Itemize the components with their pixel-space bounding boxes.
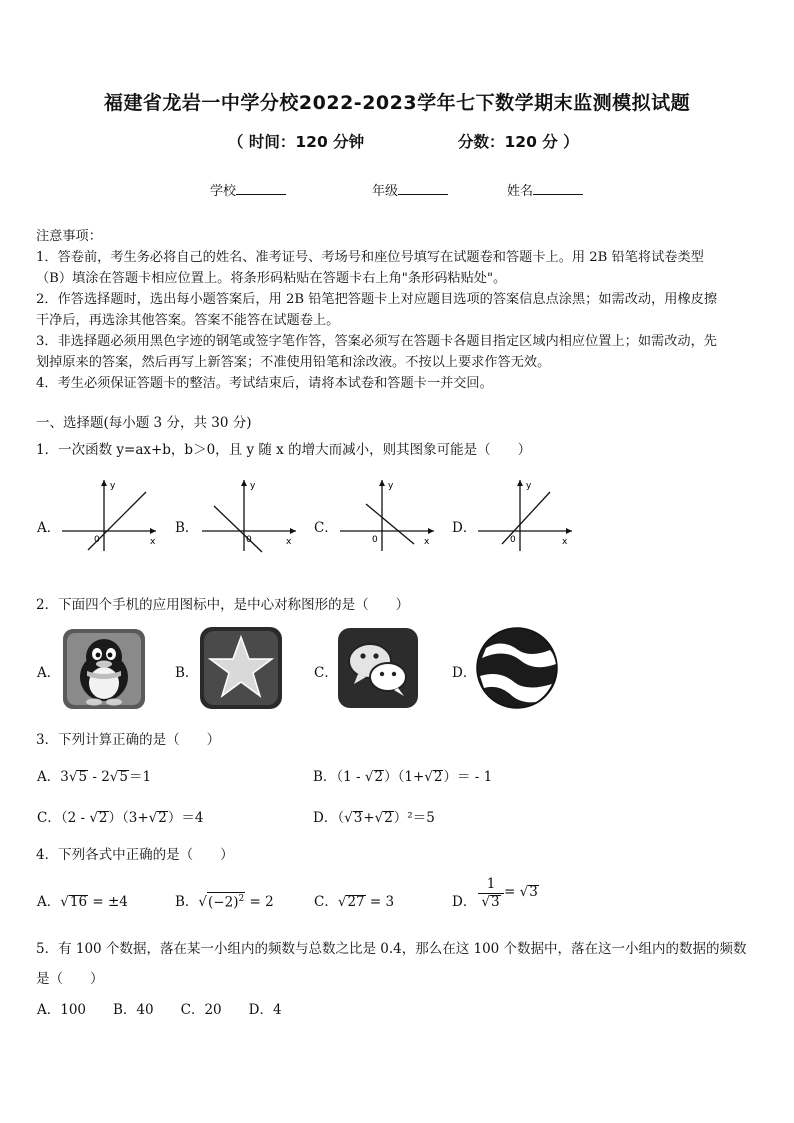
q1-a-ylabel: y — [110, 481, 116, 491]
q1-graph-c — [336, 478, 436, 553]
q5-stem-b: 是（ ） — [36, 971, 104, 987]
q3-d-pre: D．（ — [313, 810, 345, 826]
q3-b-pre: B．（1 - — [313, 769, 365, 785]
q4-d-r: 3 — [529, 884, 538, 900]
q4-d-denominator-wrap — [478, 893, 504, 910]
note-1a: 1．答卷前，考生务必将自己的姓名、准考证号、考场号和座位号填写在试题卷和答题卡上。用 2B 铅笔将试卷类型 — [36, 250, 704, 265]
q1-graph-b — [198, 478, 298, 553]
q4-b-post: = 2 — [245, 894, 274, 910]
q4-c-pre: C． — [314, 894, 338, 910]
radical-icon: √ — [344, 810, 353, 826]
qq-penguin-icon — [61, 627, 147, 711]
radical-icon: √ — [60, 894, 69, 910]
q1-graph-d — [474, 478, 574, 553]
q3-c-r2: 2 — [158, 810, 167, 826]
q2-option-c: C． — [314, 665, 338, 681]
school-label: 学校 — [210, 184, 237, 199]
q1-d-ylabel: y — [526, 481, 532, 491]
grade-field — [372, 180, 448, 199]
q1-stem: 1．一次函数 y=ax+b，b＞0，且 y 随 x 的增大而减小，则其图象可能是（ ） — [36, 442, 532, 458]
q4-d-fraction — [478, 876, 504, 910]
radical-icon: √ — [109, 769, 119, 785]
note-3a: 3．非选择题必须用黑色字迹的钢笔或签字笔作答，答案必须写在答题卡各题目指定区域内相应位置上；如需改动，先 — [36, 334, 717, 349]
q5-stem-a: 5．有 100 个数据，落在某一小组内的频数与总数之比是 0.4，那么在这 100 个数据中，落在这一小组内的数据的频数 — [36, 941, 747, 957]
q4-stem: 4．下列各式中正确的是（ ） — [36, 847, 234, 863]
swirl-logo-icon — [474, 624, 560, 712]
q1-b-ylabel: y — [250, 481, 256, 491]
school-field — [210, 180, 286, 199]
q1-d-origin: 0 — [510, 535, 516, 545]
radical-icon: √ — [89, 810, 98, 826]
q1-d-xlabel: x — [562, 537, 568, 547]
q3-b-post: ）＝ - 1 — [443, 769, 493, 785]
q1-b-origin: 0 — [246, 535, 252, 545]
q4-a-r: 16 — [69, 894, 88, 910]
q1-option-d: D． — [452, 520, 477, 536]
note-4: 4．考生必须保证答题卡的整洁。考试结束后，请将本试卷和答题卡一并交回。 — [36, 376, 493, 391]
radical-icon: √ — [337, 894, 347, 910]
q2-option-a: A． — [37, 665, 61, 681]
radical-icon: √ — [364, 769, 374, 785]
q3-option-d — [313, 806, 435, 826]
q1-a-xlabel: x — [150, 537, 156, 547]
q3-c-pre: C．（2 - — [37, 810, 90, 826]
name-label: 姓名 — [507, 184, 534, 199]
q4-d-eq: = — [504, 884, 520, 900]
q5-options: A．100 B．40 C．20 D．4 — [37, 1002, 282, 1018]
radical-icon: √ — [481, 894, 490, 910]
school-blank — [236, 182, 286, 195]
q4-d-rhs — [504, 884, 539, 900]
q3-stem: 3．下列计算正确的是（ ） — [36, 732, 221, 748]
q1-option-b: B． — [175, 520, 199, 536]
radical-icon: √ — [374, 810, 384, 826]
note-2b: 干净后，再选涂其他答案。答案不能答在试题卷上。 — [36, 313, 340, 328]
q1-c-ylabel: y — [388, 481, 394, 491]
q4-c-post: = 3 — [365, 894, 395, 910]
q3-option-a — [37, 765, 151, 785]
name-blank — [533, 182, 583, 195]
q3-b-r2: 2 — [433, 769, 443, 785]
q4-option-d-label: D． — [452, 894, 477, 910]
q3-a-r2: 5 — [119, 769, 128, 785]
exam-time: （ 时间：120 分钟 — [228, 133, 365, 151]
q3-option-b — [313, 765, 492, 785]
q2-stem: 2．下面四个手机的应用图标中，是中心对称图形的是（ ） — [36, 597, 410, 613]
notes-heading: 注意事项： — [36, 229, 102, 244]
q3-d-r2: 2 — [384, 810, 393, 826]
radical-icon: √ — [519, 884, 529, 900]
radical-icon: √ — [198, 894, 208, 910]
q3-option-c — [37, 806, 203, 826]
note-2a: 2．作答选择题时，选出每小题答案后，用 2B 铅笔把答题卡上对应题目选项的答案信息点涂黑；如需改动，用橡皮擦 — [36, 292, 718, 307]
note-3b: 划掉原来的答案，然后再写上新答案；不准使用铅笔和涂改液。不按以上要求作答无效。 — [36, 355, 551, 370]
q4-a-post: = ±4 — [88, 894, 128, 910]
radical-icon: √ — [148, 810, 158, 826]
q3-c-mid: ）（3+ — [108, 810, 149, 826]
q2-option-b: B． — [175, 665, 199, 681]
q4-option-b — [175, 890, 274, 910]
q4-option-c — [314, 890, 394, 910]
q4-b-radicand — [207, 892, 245, 910]
q4-b-pre: B． — [175, 894, 199, 910]
q4-b-r: (−2) — [208, 894, 239, 910]
grade-blank — [398, 182, 448, 195]
section-heading: 一、选择题(每小题 3 分，共 30 分) — [36, 415, 252, 431]
q4-d-den: 3 — [491, 894, 500, 910]
q3-c-post: ）＝4 — [167, 810, 204, 826]
q3-d-r1: 3 — [353, 810, 363, 826]
q1-a-origin: 0 — [94, 535, 100, 545]
radical-icon: √ — [68, 769, 78, 785]
star-icon — [198, 625, 284, 711]
q3-a-pre: A．3 — [37, 769, 69, 785]
q4-b-exp: 2 — [238, 893, 245, 904]
q3-b-r1: 2 — [374, 769, 384, 785]
grade-label: 年级 — [372, 184, 399, 199]
q1-c-origin: 0 — [372, 535, 378, 545]
q3-b-mid: ）（1+ — [384, 769, 425, 785]
q2-option-d: D． — [452, 665, 477, 681]
q3-d-mid: + — [363, 810, 375, 826]
q4-c-r: 27 — [347, 894, 365, 910]
exam-score: 分数：120 分 ） — [458, 133, 579, 151]
q4-option-a — [37, 890, 128, 910]
q4-d-numerator: 1 — [486, 876, 496, 892]
q4-a-pre: A． — [37, 894, 61, 910]
q3-a-r1: 5 — [78, 769, 88, 785]
q1-option-c: C． — [314, 520, 338, 536]
q1-b-xlabel: x — [286, 537, 292, 547]
radical-icon: √ — [424, 769, 433, 785]
q1-graph-a — [58, 478, 158, 553]
q3-c-r1: 2 — [98, 810, 108, 826]
page-title: 福建省龙岩一中学分校2022-2023学年七下数学期末监测模拟试题 — [103, 92, 691, 114]
note-1b: （B）填涂在答题卡相应位置上。将条形码粘贴在答题卡右上角"条形码粘贴处"。 — [36, 271, 507, 286]
name-field — [507, 180, 583, 199]
q3-d-post: ）²＝5 — [393, 810, 435, 826]
q1-option-a: A． — [37, 520, 61, 536]
q3-a-post: ＝1 — [128, 769, 152, 785]
wechat-icon — [336, 626, 420, 710]
q3-a-mid: - 2 — [88, 769, 110, 785]
q1-c-xlabel: x — [424, 537, 430, 547]
